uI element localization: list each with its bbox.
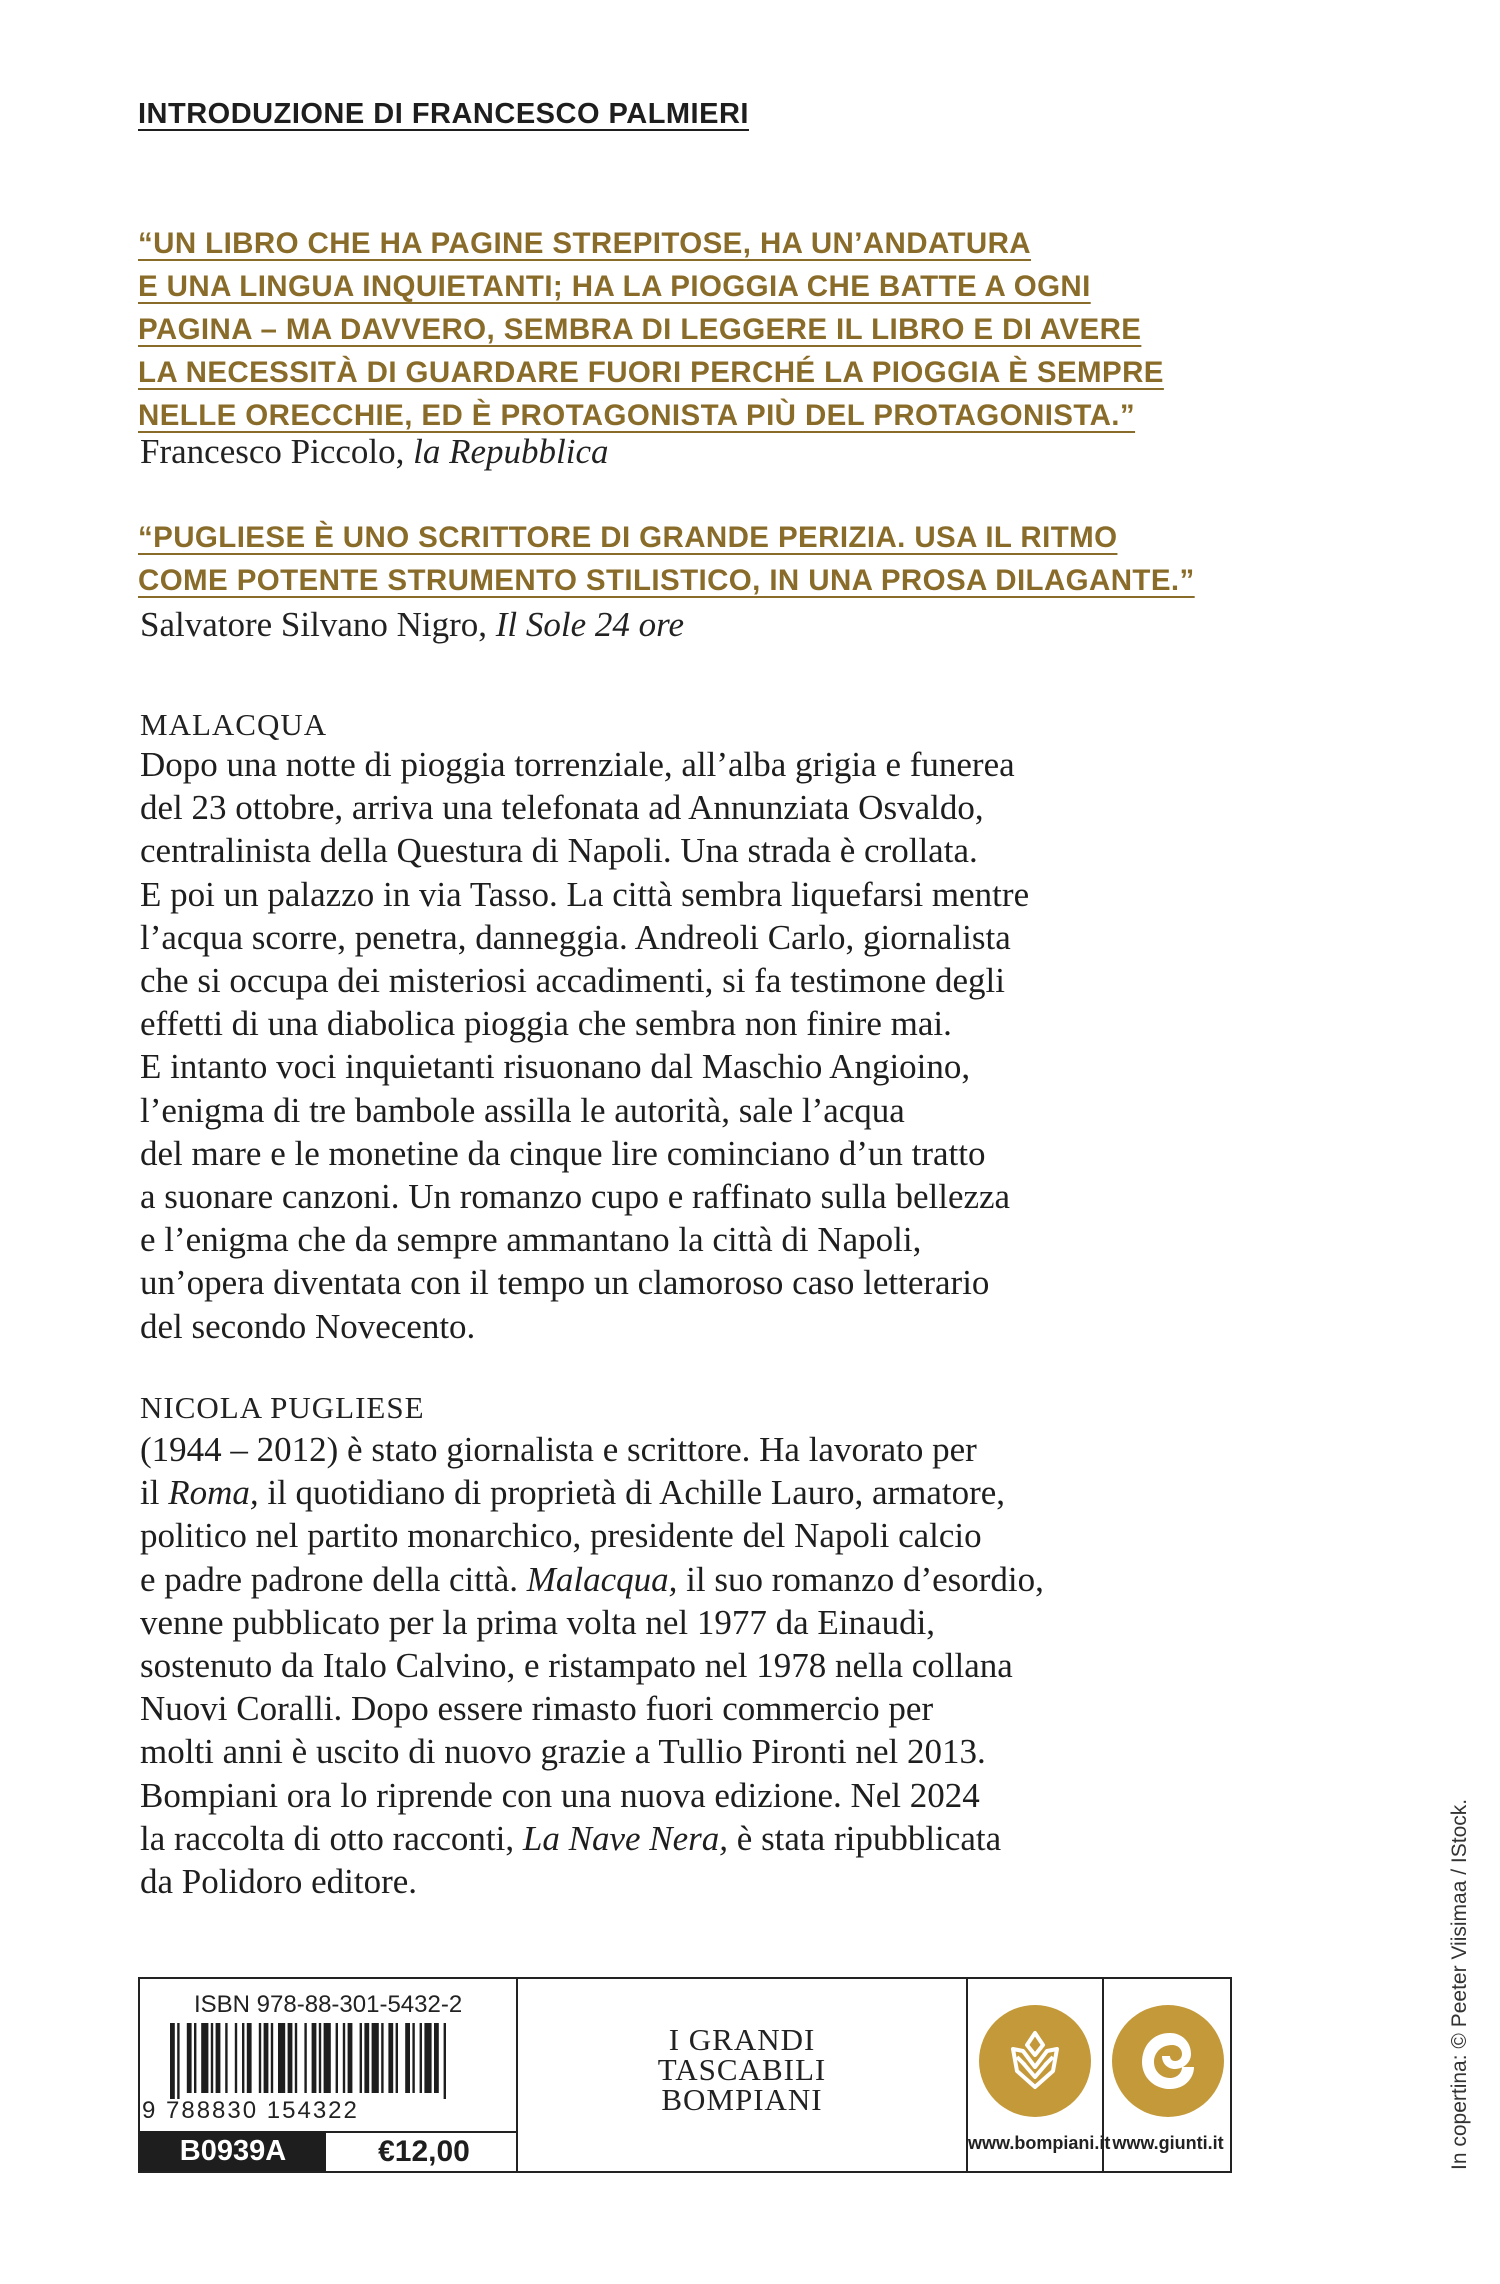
quote-line: NELLE ORECCHIE, ED È PROTAGONISTA PIÙ DEL PROTAGONISTA.” xyxy=(138,399,1136,432)
quote-line: PAGINA – MA DAVVERO, SEMBRA DI LEGGERE IL LIBRO E DI AVERE xyxy=(138,313,1142,346)
quote-line: “PUGLIESE È UNO SCRITTORE DI GRANDE PERIZIA. USA IL RITMO xyxy=(138,521,1118,554)
quote-line: “UN LIBRO CHE HA PAGINE STREPITOSE, HA UN’ANDATURA xyxy=(138,227,1032,260)
introduction-credit: INTRODUZIONE DI FRANCESCO PALMIERI xyxy=(138,98,749,130)
author-title: NICOLA PUGLIESE xyxy=(140,1390,425,1425)
series-section xyxy=(518,1979,968,2171)
quote-line: LA NECESSITÀ DI GUARDARE FUORI PERCHÉ LA PIOGGIA È SEMPRE xyxy=(138,356,1164,389)
quote-1-attribution xyxy=(140,432,609,472)
bio-line: (1944 – 2012) è stato giornalista e scrittore. Ha lavorato per xyxy=(140,1430,977,1469)
synopsis-line: l’enigma di tre bambole assilla le autorità, sale l’acqua xyxy=(140,1090,905,1130)
synopsis-line: che si occupa dei misteriosi accadimenti, si fa testimone degli xyxy=(140,961,1006,1001)
giunti-logo-icon xyxy=(1112,2005,1224,2117)
quote-source: Il Sole 24 ore xyxy=(495,605,685,644)
synopsis-line: un’opera diventata con il tempo un clamoroso caso letterario xyxy=(140,1263,990,1303)
giunti-section xyxy=(1104,1979,1232,2171)
synopsis-text xyxy=(140,743,1029,1348)
synopsis-line: Dopo una notte di pioggia torrenziale, all’alba grigia e funerea xyxy=(140,745,1015,784)
bio-line: sostenuto da Italo Calvino, e ristampato nel 1978 nella collana xyxy=(140,1646,1013,1686)
quote-line: COME POTENTE STRUMENTO STILISTICO, IN UNA PROSA DILAGANTE.” xyxy=(138,564,1195,597)
bio-line: da Polidoro editore. xyxy=(140,1862,418,1902)
synopsis-line: del mare e le monetine da cinque lire cominciano d’un tratto xyxy=(140,1133,986,1173)
synopsis-line: e l’enigma che da sempre ammantano la città di Napoli, xyxy=(140,1220,922,1260)
series-line: BOMPIANI xyxy=(661,2082,823,2117)
bio-line: Nuovi Coralli. Dopo essere rimasto fuori commercio per xyxy=(140,1689,934,1729)
bio-line: venne pubblicato per la prima volta nel 1977 da Einaudi, xyxy=(140,1602,936,1642)
bompiani-url[interactable]: www.bompiani.it xyxy=(968,2133,1111,2153)
cover-photo-credit: In copertina: © Peeter Viisimaa / IStock. xyxy=(1448,1798,1471,2170)
barcode-section xyxy=(140,1979,518,2171)
series-name xyxy=(518,2022,966,2117)
review-quote-1 xyxy=(138,222,1164,437)
quote-author: Salvatore Silvano Nigro, xyxy=(140,605,488,644)
synopsis-line: a suonare canzoni. Un romanzo cupo e raffinato sulla bellezza xyxy=(140,1177,1011,1217)
series-line: I GRANDI xyxy=(668,2022,816,2057)
bompiani-logo-icon xyxy=(979,2005,1091,2117)
bio-line: politico nel partito monarchico, presidente del Napoli calcio xyxy=(140,1516,982,1556)
series-line: TASCABILI xyxy=(657,2052,827,2087)
quote-line: E UNA LINGUA INQUIETANTI; HA LA PIOGGIA CHE BATTE A OGNI xyxy=(138,270,1091,303)
product-info-box xyxy=(138,1977,1232,2173)
price: €12,00 xyxy=(332,2131,516,2171)
quote-author: Francesco Piccolo, xyxy=(140,432,405,471)
synopsis-line: E intanto voci inquietanti risuonano dal Maschio Angioino, xyxy=(140,1047,971,1087)
quote-source: la Repubblica xyxy=(413,432,609,471)
synopsis-line: centralinista della Questura di Napoli. Una strada è crollata. xyxy=(140,831,978,871)
bio-line: molti anni è uscito di nuovo grazie a Tullio Pironti nel 2013. xyxy=(140,1732,986,1772)
bio-line: Bompiani ora lo riprende con una nuova edizione. Nel 2024 xyxy=(140,1775,980,1815)
bio-line: e padre padrone della città. Malacqua, il suo romanzo d’esordio, xyxy=(140,1559,1044,1599)
bio-line: il Roma, il quotidiano di proprietà di Achille Lauro, armatore, xyxy=(140,1473,1006,1513)
barcode-icon xyxy=(140,2023,516,2101)
giunti-url[interactable]: www.giunti.it xyxy=(1112,2133,1224,2153)
bio-line: la raccolta di otto racconti, La Nave Nera, è stata ripubblicata xyxy=(140,1818,1002,1858)
author-bio-text xyxy=(140,1428,1044,1903)
barcode-digits: 9 788830 154322 xyxy=(142,2097,359,2124)
synopsis-line: E poi un palazzo in via Tasso. La città sembra liquefarsi mentre xyxy=(140,874,1030,914)
synopsis-line: del 23 ottobre, arriva una telefonata ad Annunziata Osvaldo, xyxy=(140,788,984,828)
synopsis-line: del secondo Novecento. xyxy=(140,1306,476,1346)
product-code: B0939A xyxy=(140,2131,326,2171)
synopsis-line: l’acqua scorre, penetra, danneggia. Andreoli Carlo, giornalista xyxy=(140,917,1011,957)
bompiani-section xyxy=(968,1979,1111,2171)
isbn-label: ISBN 978-88-301-5432-2 xyxy=(194,1991,463,2018)
quote-2-attribution xyxy=(140,605,684,645)
synopsis-line: effetti di una diabolica pioggia che sembra non finire mai. xyxy=(140,1004,952,1044)
synopsis-title: MALACQUA xyxy=(140,707,328,742)
review-quote-2 xyxy=(138,516,1195,602)
